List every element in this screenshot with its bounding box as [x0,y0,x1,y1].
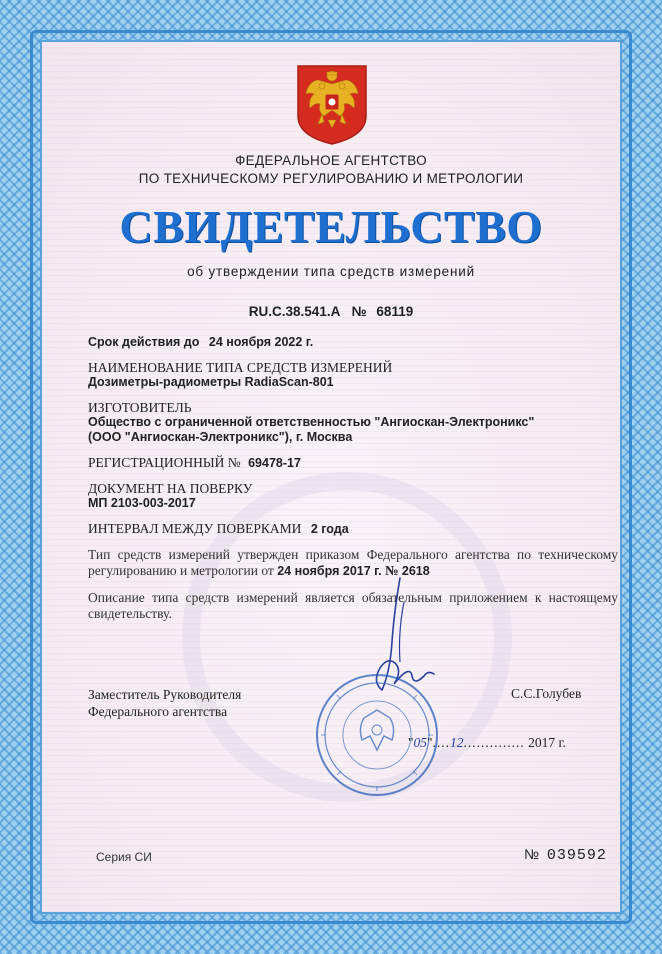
coat-of-arms-icon [296,64,368,146]
agency-line-1: ФЕДЕРАЛЬНОЕ АГЕНТСТВО [235,153,427,168]
verification-doc-block [88,481,608,511]
reg-no-label: № [351,304,367,319]
agency-line-2: ПО ТЕХНИЧЕСКОМУ РЕГУЛИРОВАНИЮ И МЕТРОЛОГИИ [138,171,524,186]
validity-line [88,335,608,350]
manufacturer-line-2: (ООО "Ангиоскан-Электроникс"), г. Москва [88,430,353,444]
interval-value: 2 года [310,522,349,536]
signature-date-day: 05 [413,735,428,750]
signatory-name: С.С.Голубев [511,686,582,701]
manufacturer-block [88,400,608,445]
document-subtitle: об утверждении типа средств измерений [187,264,475,279]
instrument-type-block [88,360,608,390]
serial-number-label: № [524,846,540,862]
approval-text: Тип средств измерений утвержден приказом Федерального агентства по техническому регулированию и метрологии от [88,547,618,578]
verification-doc-value: МП 2103-003-2017 [88,496,196,510]
signatory-position-line-2: Федерального агентства [88,704,228,719]
signatory-position-line-1: Заместитель Руководителя [88,687,242,702]
instrument-type-label: НАИМЕНОВАНИЕ ТИПА СРЕДСТВ ИЗМЕРЕНИЙ [88,360,393,375]
registration-value: 69478-17 [248,456,301,470]
verification-doc-label: ДОКУМЕНТ НА ПОВЕРКУ [88,481,253,496]
interval-label: ИНТЕРВАЛ МЕЖДУ ПОВЕРКАМИ [88,521,302,536]
instrument-type-value: Дозиметры-радиометры RadiaScan-801 [88,375,334,389]
manufacturer-label: ИЗГОТОВИТЕЛЬ [88,400,192,415]
registration-code [42,304,620,319]
approval-date: 24 ноября 2017 г. [277,564,382,578]
manufacturer-line-1: Общество с ограниченной ответственностью "Ангиоскан-Электроникс" [88,415,535,429]
annex-paragraph: Описание типа средств измерений является обязательным приложением к настоящему свидетельству. [88,590,618,621]
signature-date-month: 12 [450,735,464,750]
signature-date-open-quote: " [408,735,414,750]
approval-no-label: № [384,563,399,578]
signature-date-close-quote: " [427,735,433,750]
reg-code: RU.C.38.541.A [248,304,340,319]
agency-name [42,152,620,188]
signature-date: "05"....12.............. 2017 г. [408,735,566,750]
registration-label: РЕГИСТРАЦИОННЫЙ № [88,455,241,470]
signatory-position [88,686,241,720]
document-title: СВИДЕТЕЛЬСТВО [119,201,543,252]
approval-no: 2618 [401,564,430,578]
serial-number [524,846,607,864]
validity-label: Срок действия до [88,335,200,349]
series-label: Серия СИ [96,850,152,864]
interval-block [88,521,608,537]
serial-number-value: 039592 [546,847,607,864]
registration-block [88,455,608,471]
certificate-body [40,40,622,914]
signature-date-year: 2017 г. [528,735,566,750]
validity-date: 24 ноября 2022 г. [208,335,314,349]
reg-no: 68119 [376,304,414,319]
